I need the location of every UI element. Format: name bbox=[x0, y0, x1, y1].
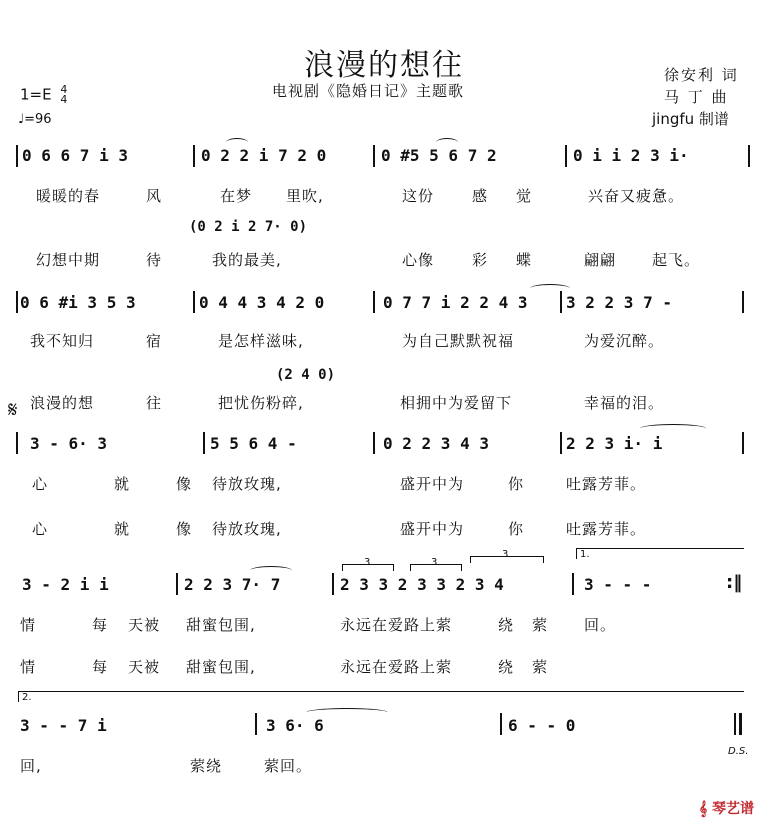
lyric: 心 bbox=[32, 475, 49, 493]
measure-10: 5 5 6 4 - bbox=[210, 434, 297, 453]
lyric: 萦 bbox=[532, 658, 549, 676]
lyric: 天被 bbox=[128, 616, 161, 634]
lyric: 感 bbox=[472, 187, 489, 205]
lyric: 每 bbox=[92, 658, 109, 676]
tie bbox=[250, 566, 292, 575]
barline bbox=[16, 432, 18, 454]
barline bbox=[193, 291, 195, 313]
measure-9: 3 - 6· 3 bbox=[30, 434, 108, 453]
measure-16: 3 - - - bbox=[584, 575, 652, 594]
lyric: 相拥中为爱留下 bbox=[400, 394, 513, 412]
lyric: 像 bbox=[176, 475, 193, 493]
arranger-credit: jingfu 制谱 bbox=[652, 110, 729, 128]
lyric: 往 bbox=[146, 394, 163, 412]
slur bbox=[226, 138, 248, 147]
barline bbox=[203, 432, 205, 454]
quarter-note-icon: ♩ bbox=[18, 112, 25, 127]
measure-14: 2 2 3 7· 7 bbox=[184, 575, 281, 594]
brand-name: 琴艺谱 bbox=[712, 801, 754, 817]
lyric: 你 bbox=[508, 475, 525, 493]
lyric: 绕 bbox=[498, 658, 515, 676]
lyric: 浪漫的想 bbox=[30, 394, 95, 412]
lyricist-credit: 徐安利 词 bbox=[664, 66, 739, 84]
measure-18: 3 6· 6 bbox=[266, 716, 324, 735]
lyric: 你 bbox=[508, 520, 525, 538]
lyric: 每 bbox=[92, 616, 109, 634]
key-signature bbox=[20, 85, 67, 105]
barline bbox=[560, 432, 562, 454]
measure-19: 6 - - 0 bbox=[508, 716, 576, 735]
lyric: 我的最美, bbox=[212, 251, 282, 269]
lyric: 天被 bbox=[128, 658, 161, 676]
brand-logo bbox=[699, 798, 754, 818]
barline bbox=[560, 291, 562, 313]
barline bbox=[742, 432, 744, 454]
lyric: 待放玫瑰, bbox=[212, 475, 282, 493]
lyric: 幸福的泪。 bbox=[584, 394, 665, 412]
measure-6: 0 4 4 3 4 2 0 bbox=[199, 293, 325, 312]
lyric: 永远在爱路上萦 bbox=[340, 616, 453, 634]
lyric: 兴奋又疲惫。 bbox=[588, 187, 685, 205]
song-title: 浪漫的想往 bbox=[304, 48, 464, 83]
lyric: 起飞。 bbox=[652, 251, 701, 269]
lyric: 待 bbox=[146, 251, 163, 269]
lyric: 里吹, bbox=[286, 187, 324, 205]
lyric: 像 bbox=[176, 520, 193, 538]
tempo-value: =96 bbox=[24, 112, 52, 127]
measure-17: 3 - - 7 i bbox=[20, 716, 107, 735]
lyric: 甜蜜包围, bbox=[186, 616, 256, 634]
barline bbox=[176, 573, 178, 595]
barline bbox=[373, 432, 375, 454]
tie bbox=[306, 708, 388, 717]
lyric: 是怎样滋味, bbox=[218, 332, 304, 350]
key-label: 1=E bbox=[20, 85, 52, 104]
lyric: 蝶 bbox=[516, 251, 533, 269]
barline bbox=[572, 573, 574, 595]
barline bbox=[748, 145, 750, 167]
measure-3: 0 #5 5 6 7 2 bbox=[381, 146, 497, 165]
measure-7: 0 7 7 i 2 2 4 3 bbox=[383, 293, 528, 312]
slur bbox=[530, 284, 570, 293]
lyric: 绕 bbox=[498, 616, 515, 634]
triplet-mark: 3 bbox=[431, 557, 438, 568]
segno-icon: 𝄋 bbox=[8, 398, 18, 423]
measure-8: 3 2 2 3 7 - bbox=[566, 293, 672, 312]
lyric: 盛开中为 bbox=[400, 520, 465, 538]
alt-phrase: (0 2 i 2 7· 0) bbox=[189, 219, 308, 235]
tempo-marking bbox=[18, 112, 52, 127]
lyric: 情 bbox=[20, 616, 37, 634]
lyric: 就 bbox=[114, 475, 131, 493]
measure-12: 2 2 3 i· i bbox=[566, 434, 663, 453]
repeat-end-icon: :‖ bbox=[726, 572, 743, 593]
measure-4: 0 i i 2 3 i· bbox=[573, 146, 689, 165]
lyric: 心 bbox=[32, 520, 49, 538]
barline bbox=[16, 145, 18, 167]
lyric: 回, bbox=[20, 757, 42, 775]
time-signature bbox=[60, 85, 67, 105]
volta-1: 1. bbox=[576, 548, 744, 559]
lyric: 萦回。 bbox=[264, 757, 313, 775]
barline bbox=[373, 291, 375, 313]
final-barline-thick bbox=[739, 713, 742, 735]
lyric: 情 bbox=[20, 658, 37, 676]
barline bbox=[500, 713, 502, 735]
triplet-mark: 3 bbox=[364, 557, 371, 568]
barline bbox=[16, 291, 18, 313]
lyric: 觉 bbox=[516, 187, 533, 205]
final-barline bbox=[734, 713, 736, 735]
lyric: 永远在爱路上萦 bbox=[340, 658, 453, 676]
lyric: 这份 bbox=[402, 187, 435, 205]
lyric: 待放玫瑰, bbox=[212, 520, 282, 538]
lyric: 萦绕 bbox=[190, 757, 223, 775]
measure-13: 3 - 2 i i bbox=[22, 575, 109, 594]
dal-segno: D.S. bbox=[728, 746, 749, 757]
music-logo-icon: 𝄞 bbox=[698, 801, 708, 817]
lyric: 为自己默默祝福 bbox=[402, 332, 515, 350]
measure-2: 0 2 2 i 7 2 0 bbox=[201, 146, 327, 165]
measure-5: 0 6 #i 3 5 3 bbox=[20, 293, 136, 312]
lyric: 甜蜜包围, bbox=[186, 658, 256, 676]
measure-11: 0 2 2 3 4 3 bbox=[383, 434, 489, 453]
lyric: 翩翩 bbox=[584, 251, 617, 269]
tie bbox=[640, 424, 706, 433]
barline bbox=[565, 145, 567, 167]
lyric: 我不知归 bbox=[30, 332, 95, 350]
lyric: 风 bbox=[146, 187, 163, 205]
lyric: 彩 bbox=[472, 251, 489, 269]
lyric: 暖暖的春 bbox=[36, 187, 101, 205]
volta-2: 2. bbox=[18, 691, 744, 702]
time-numerator: 4 bbox=[60, 83, 68, 96]
song-subtitle: 电视剧《隐婚日记》主题歌 bbox=[272, 82, 465, 100]
lyric: 吐露芳菲。 bbox=[566, 520, 647, 538]
lyric: 在梦 bbox=[220, 187, 253, 205]
barline bbox=[373, 145, 375, 167]
lyric: 就 bbox=[114, 520, 131, 538]
lyric: 宿 bbox=[146, 332, 163, 350]
lyric: 回。 bbox=[584, 616, 617, 634]
lyric: 萦 bbox=[532, 616, 549, 634]
time-denominator: 4 bbox=[60, 93, 68, 106]
slur bbox=[436, 138, 458, 147]
lyric: 幻想中期 bbox=[36, 251, 101, 269]
alt-phrase: (2 4 0) bbox=[276, 367, 336, 383]
barline bbox=[332, 573, 334, 595]
triplet-mark: 3 bbox=[502, 549, 509, 560]
lyric: 把忧伤粉碎, bbox=[218, 394, 304, 412]
barline bbox=[742, 291, 744, 313]
lyric: 盛开中为 bbox=[400, 475, 465, 493]
lyric: 吐露芳菲。 bbox=[566, 475, 647, 493]
measure-15: 2 3 3 2 3 3 2 3 4 bbox=[340, 575, 504, 594]
lyric: 心像 bbox=[402, 251, 435, 269]
barline bbox=[193, 145, 195, 167]
composer-credit: 马 丁 曲 bbox=[664, 88, 729, 106]
barline bbox=[255, 713, 257, 735]
lyric: 为爱沉醉。 bbox=[584, 332, 665, 350]
measure-1: 0 6 6 7 i 3 bbox=[22, 146, 128, 165]
